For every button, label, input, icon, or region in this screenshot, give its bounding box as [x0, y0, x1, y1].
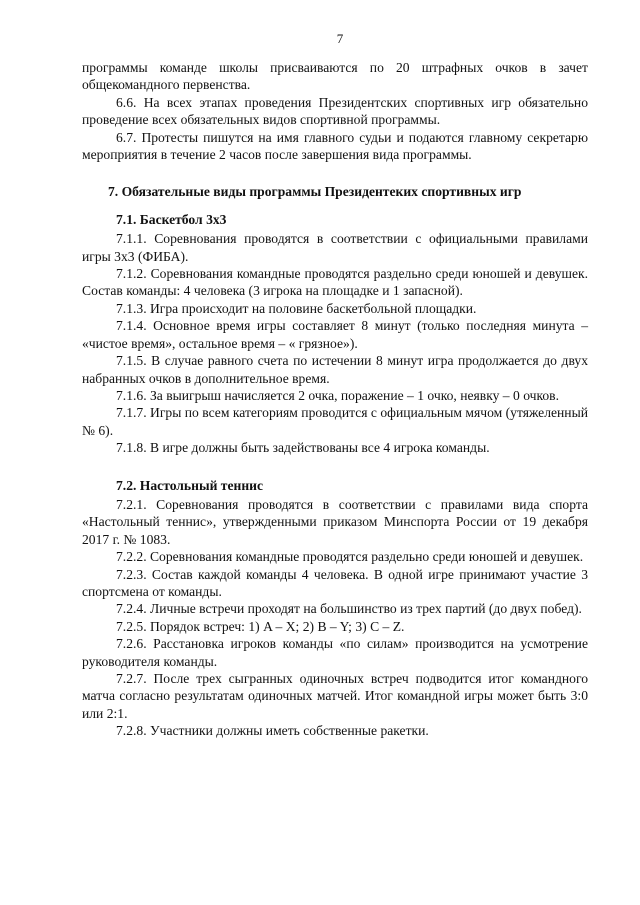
paragraph-6-6: 6.6. На всех этапах проведения Президентских спортивных игр обязательно проведение всех обязательных видов спортивной программы. [82, 94, 588, 128]
paragraph-7-2-2: 7.2.2. Соревнования командные проводятся раздельно среди юношей и девушек. [116, 549, 584, 565]
paragraph-7-1-3: 7.1.3. Игра происходит на половине баскетбольной площадки. [116, 300, 477, 316]
paragraph-7-2-3: 7.2.3. Состав каждой команды 4 человека. В одной игре принимают участие 3 спортсмена от команды. [82, 566, 588, 599]
paragraph-7-1-8: 7.1.8. В игре должны быть задействованы все 4 игрока команды. [116, 440, 490, 456]
paragraph-6-7: 6.7. Протесты пишутся на имя главного судьи и подаются главному секретарю мероприятия в течение 2 часов после завершения вида программы. [82, 129, 588, 163]
subsection-heading-basketball: 7.1. Баскетбол 3х3 [116, 211, 227, 227]
paragraph-7-2-4: 7.2.4. Личные встречи проходят на большинство из трех партий (до двух побед). [116, 601, 582, 617]
paragraph-7-2-6: 7.2.6. Расстановка игроков команды «по силам» производится на усмотрение руководителя команды. [82, 636, 588, 669]
paragraph-continuation: программы команде школы присваиваются по 20 штрафных очков в зачет общекомандного первенства. [82, 60, 588, 93]
paragraph-7-1-1: 7.1.1. Соревнования проводятся в соответствии с официальными правилами игры 3х3 (ФИБА). [82, 231, 588, 264]
section-heading-7: 7. Обязательные виды программы Президентеких спортивных игр [108, 184, 522, 200]
spacer [82, 457, 588, 477]
paragraph-7-2-1: 7.2.1. Соревнования проводятся в соответствии с правилами вида спорта «Настольный теннис», утвержденными приказом Минспорта России от 19 декабря 2017 г. № 1083. [82, 496, 588, 547]
paragraph-7-2-8: 7.2.8. Участники должны иметь собственные ракетки. [116, 723, 429, 739]
paragraph-7-1-6: 7.1.6. За выигрыш начисляется 2 очка, поражение – 1 очко, неявку – 0 очков. [116, 387, 559, 403]
subsection-heading-table-tennis: 7.2. Настольный теннис [116, 477, 264, 493]
paragraph-7-2-7: 7.2.7. После трех сыгранных одиночных встреч подводится итог командного матча согласно результатам одиночных матчей. Итог командной игры может быть 3:0 или 2:1. [82, 671, 588, 721]
paragraph-7-1-5: 7.1.5. В случае равного счета по истечении 8 минут игра продолжается до двух набранных очков в дополнительное время. [82, 353, 588, 386]
paragraph-7-2-5: 7.2.5. Порядок встреч: 1) A – X; 2) B – Y; 3) C – Z. [116, 618, 405, 634]
paragraph-7-1-4: 7.1.4. Основное время игры составляет 8 минут (только последняя минута – «чистое время», остальное время – « грязное»). [82, 318, 588, 351]
page-number: 7 [336, 31, 344, 46]
paragraph-7-1-7: 7.1.7. Игры по всем категориям проводится с официальным мячом (утяжеленный № 6). [82, 405, 588, 438]
paragraph-7-1-2: 7.1.2. Соревнования командные проводятся раздельно среди юношей и девушек. Состав команды: 4 человека (3 игрока на площадке и 1 запасной). [82, 266, 588, 299]
spacer [82, 163, 588, 183]
